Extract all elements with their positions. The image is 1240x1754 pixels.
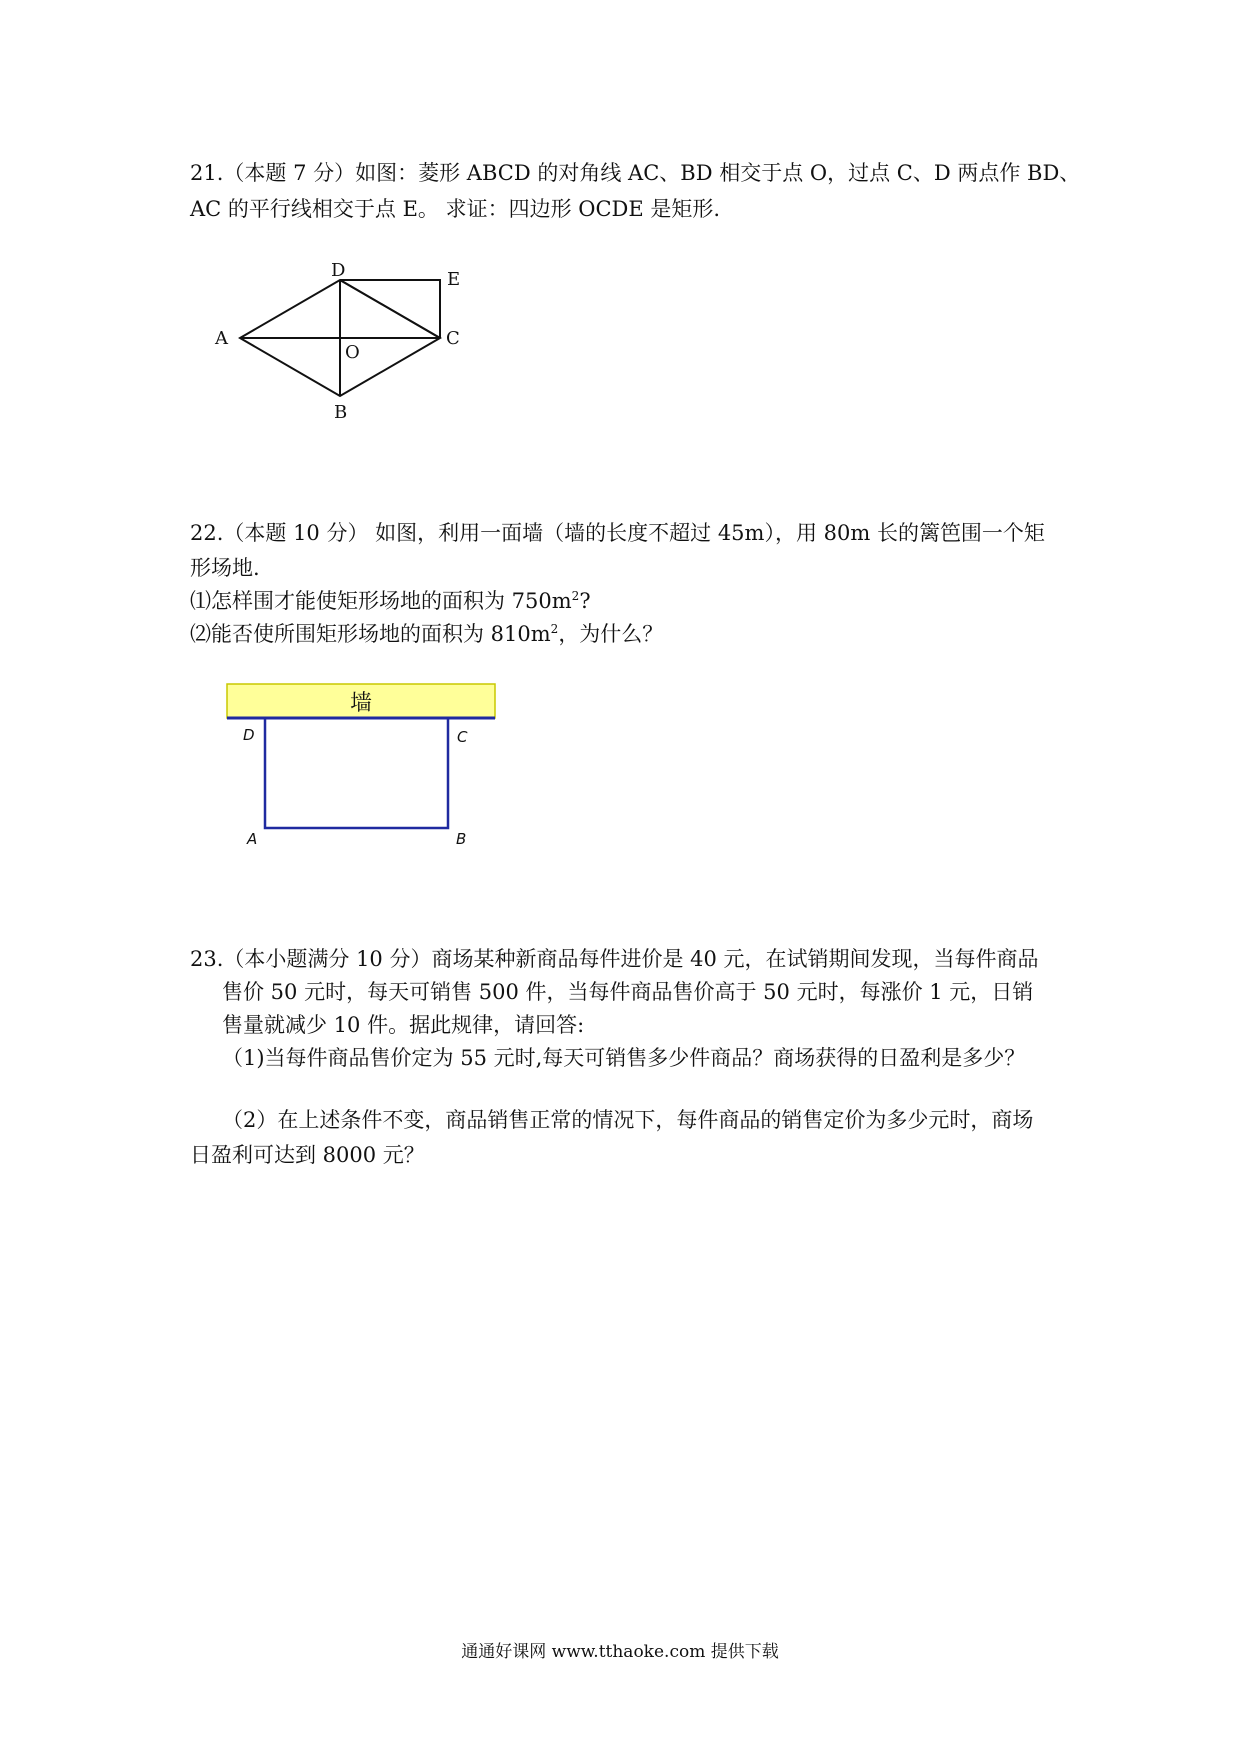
q22-line-1: 22.（本题 10 分） 如图，利用一面墙（墙的长度不超过 45m），用 80m 长的篱笆围一个矩 (190, 521, 1045, 545)
rhombus-figure (200, 258, 470, 433)
q23-line-1: 23.（本小题满分 10 分）商场某种新商品每件进价是 40 元，在试销期间发现，当每件商品 (190, 947, 1039, 971)
q22-part-2: ⑵能否使所围矩形场地的面积为 $810m^2$，为什么？ (190, 622, 664, 646)
segment-dc (340, 280, 440, 338)
fence-label-a: A (247, 830, 258, 848)
q22-part-1: ⑴怎样围才能使矩形场地的面积为 $750m^2$? (190, 589, 591, 613)
q22-line-2: 形场地. (190, 556, 260, 580)
label-d: D (331, 260, 346, 281)
wall-label: 墙 (349, 691, 373, 716)
label-o: O (345, 342, 360, 363)
q21-line-1: 21.（本题 7 分）如图：菱形 ABCD 的对角线 AC、BD 相交于点 O，过点 C、D 两点作 BD、 (190, 161, 1081, 185)
fence-label-c: C (457, 728, 468, 746)
fence-rect (265, 718, 448, 828)
label-c: C (446, 328, 460, 349)
q21-line-2: AC 的平行线相交于点 E。 求证：四边形 OCDE 是矩形. (190, 197, 721, 221)
label-e: E (447, 269, 461, 290)
q23-line-2: 售价 50 元时，每天可销售 500 件，当每件商品售价高于 50 元时，每涨价 1 元，日销 (222, 980, 1034, 1004)
q23-part-1: （1)当每件商品售价定为 55 元时,每天可销售多少件商品？商场获得的日盈利是多少？ (222, 1046, 1026, 1070)
q23-part-2-line-1: （2）在上述条件不变，商品销售正常的情况下，每件商品的销售定价为多少元时，商场 (222, 1108, 1034, 1132)
label-b: B (334, 402, 348, 423)
q23-line-3: 售量就减少 10 件。据此规律，请回答: (222, 1013, 585, 1037)
q23-part-2-line-2: 日盈利可达到 8000 元？ (190, 1143, 425, 1167)
label-a: A (215, 328, 228, 349)
fence-label-b: B (456, 830, 467, 848)
fence-figure (220, 672, 510, 852)
footer-credit: 通通好课网 www.tthaoke.com 提供下载 (461, 1642, 779, 1662)
fence-label-d: D (243, 726, 255, 744)
